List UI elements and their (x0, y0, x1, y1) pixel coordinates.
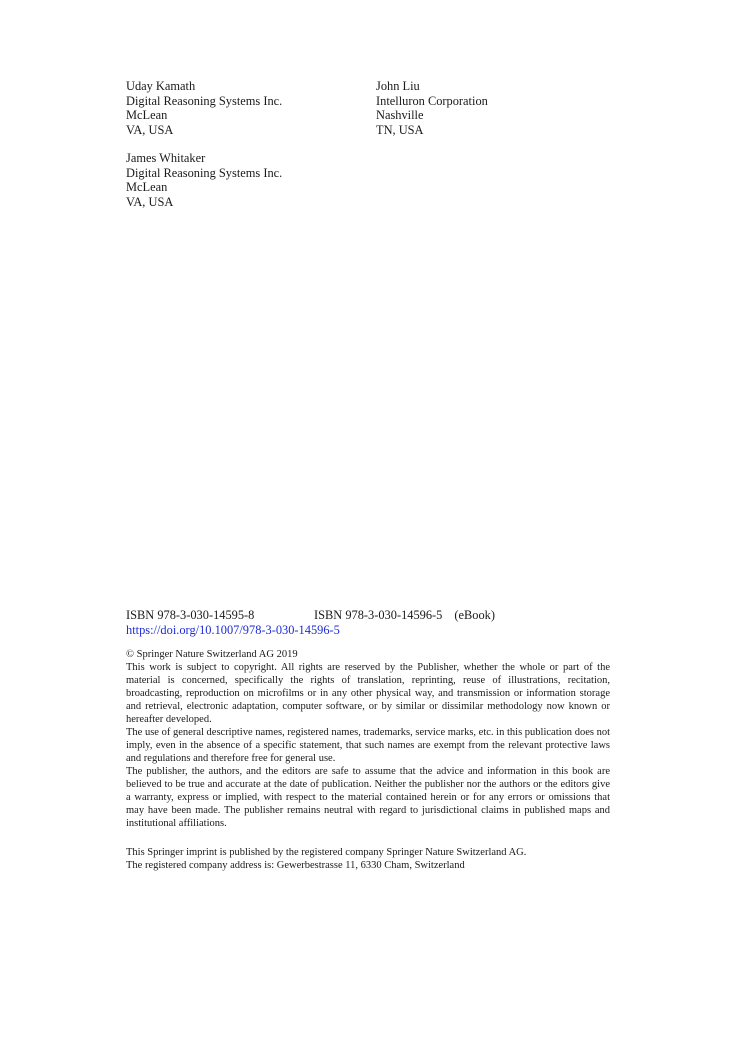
author-block-whitaker (126, 151, 282, 209)
author-region: VA, USA (126, 194, 174, 209)
author-region: TN, USA (376, 122, 424, 137)
imprint-line: This Springer imprint is published by the registered company Springer Nature Switzerland AG. (126, 847, 527, 858)
company-address: The registered company address is: Gewerbestrasse 11, 6330 Cham, Switzerland (126, 860, 465, 871)
author-city: McLean (126, 108, 168, 123)
print-isbn: ISBN 978-3-030-14595-8 (126, 608, 255, 622)
author-block-liu (376, 79, 488, 137)
ebook-note: (eBook) (454, 608, 495, 622)
copyright-notice: © Springer Nature Switzerland AG 2019 (126, 649, 298, 660)
author-city: Nashville (376, 108, 424, 123)
author-region: VA, USA (126, 122, 174, 137)
copyright-paragraph: This work is subject to copyright. All rights are reserved by the Publisher, whether the whole or part of the material is concerned, specifically the rights of translation, reprinting, reuse of illustrations, recitation, broadcasting, reproduction on microfilms or in any other physical way, and transmission or information storage and retrieval, electronic adaptation, computer software, or by similar or dissimilar methodology now known or hereafter developed. (126, 662, 610, 725)
author-block-kamath (126, 79, 282, 137)
author-city: McLean (126, 180, 168, 195)
author-name: James Whitaker (126, 151, 206, 165)
legal-notice (126, 648, 610, 830)
author-organization: Digital Reasoning Systems Inc. (126, 165, 283, 180)
author-organization: Digital Reasoning Systems Inc. (126, 93, 283, 108)
trademark-paragraph: The use of general descriptive names, registered names, trademarks, service marks, etc. in this publication does not imply, even in the absence of a specific statement, that such names are exempt from the relevant protective laws and regulations and therefore free for general use. (126, 727, 610, 764)
doi-link[interactable]: https://doi.org/10.1007/978-3-030-14596-5 (126, 623, 340, 637)
isbn-row (126, 608, 495, 623)
author-organization: Intelluron Corporation (376, 93, 488, 108)
disclaimer-paragraph: The publisher, the authors, and the editors are safe to assume that the advice and information in this book are believed to be true and accurate at the date of publication. Neither the publisher nor the authors or the editors give a warranty, express or implied, with respect to the material contained herein or for any errors or omissions that may have been made. The publisher remains neutral with regard to jurisdictional claims in published maps and institutional affiliations. (126, 766, 610, 829)
author-name: Uday Kamath (126, 79, 196, 93)
imprint-notice (126, 846, 526, 872)
ebook-isbn: ISBN 978-3-030-14596-5 (314, 608, 443, 622)
author-name: John Liu (376, 79, 420, 93)
